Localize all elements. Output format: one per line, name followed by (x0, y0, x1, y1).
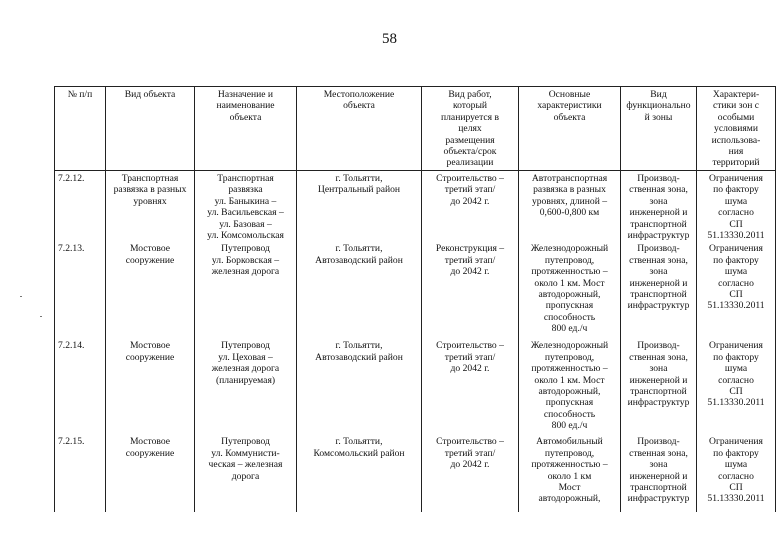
restrictions-cell: Ограничения по фактору шума согласно СП 51.13330.2011 (697, 339, 776, 435)
header-purpose: Назначение и наименование объекта (195, 87, 297, 171)
header-restrictions: Характери- стики зон с особыми условиями использова- ния территорий (697, 87, 776, 171)
characteristics-cell: Автотранспортная развязка в разных уровнях, длиной – 0,600-0,800 км (519, 171, 621, 243)
zone-cell: Производ- ственная зона, зона инженерной и транспортной инфраструктур (621, 435, 697, 512)
object-type-cell: Транспортная развязка в разных уровнях (106, 171, 195, 243)
purpose-cell: Путепровод ул. Борковская – железная дорога (195, 242, 297, 339)
works-cell: Строительство – третий этап/ до 2042 г. (422, 339, 519, 435)
restrictions-cell: Ограничения по фактору шума согласно СП 51.13330.2011 (697, 171, 776, 243)
row-number: 7.2.14. (55, 339, 106, 435)
header-location: Местоположение объекта (297, 87, 422, 171)
header-zone: Вид функционально й зоны (621, 87, 697, 171)
header-object-type: Вид объекта (106, 87, 195, 171)
table-row (55, 171, 776, 243)
location-cell: г. Тольятти, Автозаводский район (297, 339, 422, 435)
characteristics-cell: Железнодорожный путепровод, протяженностью – около 1 км. Мост автодорожный, пропускная способность 800 ед./ч (519, 339, 621, 435)
characteristics-cell: Автомобильный путепровод, протяженностью – около 1 км Мост автодорожный, (519, 435, 621, 512)
zone-cell: Производ- ственная зона, зона инженерной и транспортной инфраструктур (621, 171, 697, 243)
scan-speck (40, 316, 42, 317)
works-cell: Строительство – третий этап/ до 2042 г. (422, 171, 519, 243)
header-characteristics: Основные характеристики объекта (519, 87, 621, 171)
objects-table (54, 86, 776, 512)
location-cell: г. Тольятти, Комсомольский район (297, 435, 422, 512)
works-cell: Реконструкция – третий этап/ до 2042 г. (422, 242, 519, 339)
object-type-cell: Мостовое сооружение (106, 339, 195, 435)
restrictions-cell: Ограничения по фактору шума согласно СП 51.13330.2011 (697, 242, 776, 339)
table-row (55, 242, 776, 339)
purpose-cell: Транспортная развязка ул. Баныкина – ул. Васильевская – ул. Базовая – ул. Комсомольская (195, 171, 297, 243)
table-row (55, 435, 776, 512)
location-cell: г. Тольятти, Автозаводский район (297, 242, 422, 339)
table-header-row (55, 87, 776, 171)
row-number: 7.2.15. (55, 435, 106, 512)
row-number: 7.2.13. (55, 242, 106, 339)
works-cell: Строительство – третий этап/ до 2042 г. (422, 435, 519, 512)
scan-speck (20, 296, 22, 297)
zone-cell: Производ- ственная зона, зона инженерной и транспортной инфраструктур (621, 242, 697, 339)
row-number: 7.2.12. (55, 171, 106, 243)
header-works: Вид работ, который планируется в целях размещения объекта/срок реализации (422, 87, 519, 171)
characteristics-cell: Железнодорожный путепровод, протяженностью – около 1 км. Мост автодорожный, пропускная способность 800 ед./ч (519, 242, 621, 339)
page-number: 58 (382, 31, 397, 47)
restrictions-cell: Ограничения по фактору шума согласно СП 51.13330.2011 (697, 435, 776, 512)
location-cell: г. Тольятти, Центральный район (297, 171, 422, 243)
zone-cell: Производ- ственная зона, зона инженерной и транспортной инфраструктур (621, 339, 697, 435)
purpose-cell: Путепровод ул. Цеховая – железная дорога (планируемая) (195, 339, 297, 435)
table-row (55, 339, 776, 435)
purpose-cell: Путепровод ул. Коммунисти- ческая – железная дорога (195, 435, 297, 512)
header-number: № п/п (55, 87, 106, 171)
object-type-cell: Мостовое сооружение (106, 242, 195, 339)
object-type-cell: Мостовое сооружение (106, 435, 195, 512)
